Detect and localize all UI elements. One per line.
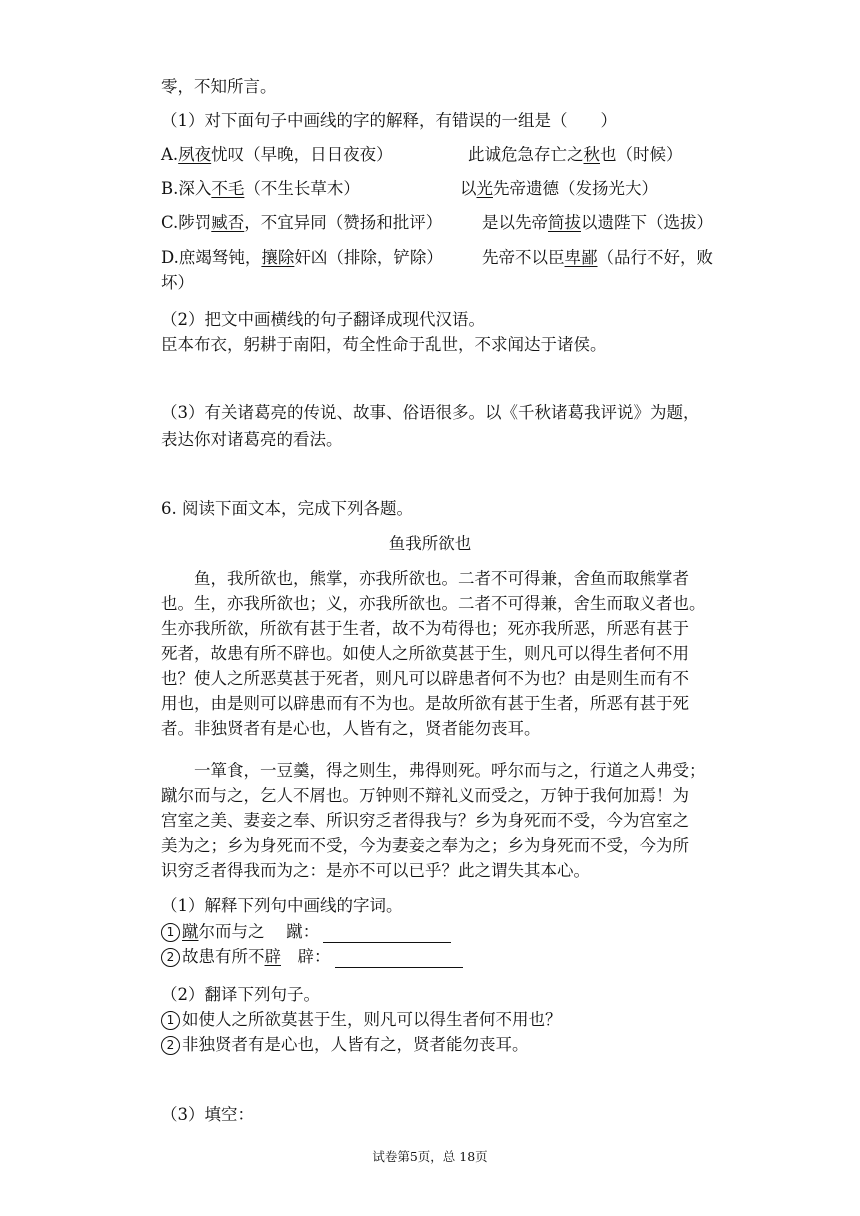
paragraph-line: 宫室之美、妻妾之奉、所识穷乏者得我与？乡为身死而不受，今为宫室之 (161, 811, 689, 830)
question-6-1-item-2 (161, 946, 463, 968)
paragraph-line: 也。生，亦我所欲也；义，亦我所欲也。二者不可得兼，舍生而取义者也。 (161, 594, 706, 613)
underlined-word: 夙夜 (178, 145, 212, 164)
underlined-word: 简拔 (548, 213, 581, 232)
text: 辟： (281, 947, 331, 966)
text: 也（时候） (600, 145, 683, 164)
option-b-right (460, 178, 658, 200)
underlined-word: 攘除 (261, 248, 295, 267)
question-3-line-1: （3）有关诸葛亮的传说、故事、俗语很多。以《千秋诸葛我评说》为题， (161, 403, 700, 422)
underlined-word: 光 (476, 179, 493, 198)
text: 以 (460, 179, 477, 198)
question-6-2-item-1 (161, 1009, 562, 1031)
question-1: （1）对下面句子中画线的字的解释，有错误的一组是（ ） (161, 111, 617, 130)
circled-number: 1 (161, 1011, 180, 1030)
text-line: 零，不知所言。 (161, 77, 277, 96)
option-c-left (161, 212, 442, 234)
text: B.深入 (161, 179, 212, 198)
underlined-word: 卑鄙 (564, 248, 598, 267)
question-6-2-item-2 (161, 1034, 529, 1056)
text: 以遗陛下（选拔） (581, 213, 713, 232)
underlined-word: 臧否 (211, 213, 245, 232)
paragraph-line: 死者，故患有所不辟也。如使人之所欲莫甚于生，则凡可以得生者何不用 (161, 644, 689, 663)
answer-blank[interactable] (323, 924, 451, 943)
option-a-right (468, 144, 683, 166)
text: C.陟罚 (161, 213, 212, 232)
option-a-left (161, 144, 393, 166)
sentence-to-translate: 臣本布衣，躬耕于南阳，苟全性命于乱世，不求闻达于诸侯。 (161, 335, 607, 354)
question-2: （2）把文中画横线的句子翻译成现代汉语。 (161, 310, 485, 329)
paragraph-line: 鱼，我所欲也，熊掌，亦我所欲也。二者不可得兼，舍鱼而取熊掌者 (161, 569, 689, 588)
paragraph-line: 一箪食，一豆羹，得之则生，弗得则死。呼尔而与之，行道之人弗受； (161, 761, 706, 780)
question-6-2: （2）翻译下列句子。 (161, 985, 320, 1004)
paragraph-line: 识穷乏者得我而为之：是亦不可以已乎？此之谓失其本心。 (161, 861, 590, 880)
question-6-1: （1）解释下列句中画线的字词。 (161, 896, 403, 915)
paragraph-line: 生亦我所欲，所欲有甚于生者，故不为苟得也；死亦我所恶，所恶有甚于 (161, 619, 689, 638)
underlined-word: 秋 (583, 145, 600, 164)
text: 先帝遗德（发扬光大） (493, 179, 658, 198)
text: 如使人之所欲莫甚于生，则凡可以得生者何不用也？ (182, 1010, 562, 1029)
text: 故患有所不 (182, 947, 265, 966)
circled-number: 1 (161, 923, 180, 942)
text: A. (161, 145, 179, 164)
answer-blank[interactable] (335, 949, 463, 968)
question-6-3: （3）填空： (161, 1105, 254, 1124)
paragraph-line: 美为之；乡为身死而不受，今为妻妾之奉为之；乡为身死而不受，今为所 (161, 836, 689, 855)
underlined-word: 不毛 (211, 179, 245, 198)
text: 此诚危急存亡之 (468, 145, 584, 164)
text: ，不宜异同（赞扬和批评） (244, 213, 443, 232)
option-b-left (161, 178, 360, 200)
text: 先帝不以臣 (482, 248, 565, 267)
text: （品行不好，败 (597, 248, 713, 267)
text: 忧叹（早晚，日日夜夜） (211, 145, 393, 164)
paragraph-line: 用也，由是则可以辟患而有不为也。是故所欲有甚于生者，所恶有甚于死 (161, 694, 689, 713)
option-d-left (161, 247, 443, 269)
section-6-heading: 6. 阅读下面文本，完成下列各题。 (161, 499, 413, 518)
text: 奸凶（排除，铲除） (294, 248, 443, 267)
text: D.庶竭驽钝， (161, 248, 262, 267)
passage-title: 鱼我所欲也 (388, 534, 472, 553)
circled-number: 2 (161, 948, 180, 967)
text: （不生长草木） (244, 179, 360, 198)
question-3-line-2: 表达你对诸葛亮的看法。 (161, 430, 343, 449)
text: 是以先帝 (482, 213, 548, 232)
text: 尔而与之 蹴： (198, 922, 320, 941)
option-c-right (482, 212, 713, 234)
circled-number: 2 (161, 1036, 180, 1055)
paragraph-line: 也？使人之所恶莫甚于死者，则凡可以辟患者何不为也？由是则生而有不 (161, 669, 689, 688)
text: 非独贤者有是心也，人皆有之，贤者能勿丧耳。 (182, 1035, 529, 1054)
question-6-1-item-1 (161, 921, 451, 943)
underlined-word: 辟 (264, 947, 281, 966)
page-footer: 试卷第5页，总 18页 (372, 1149, 488, 1164)
paragraph-line: 蹴尔而与之，乞人不屑也。万钟则不辩礼义而受之，万钟于我何加焉！为 (161, 786, 689, 805)
option-d-right (482, 247, 713, 269)
option-d-wrap: 坏） (161, 273, 194, 292)
paragraph-line: 者。非独贤者有是心也，人皆有之，贤者能勿丧耳。 (161, 719, 541, 738)
underlined-word: 蹴 (182, 922, 199, 941)
